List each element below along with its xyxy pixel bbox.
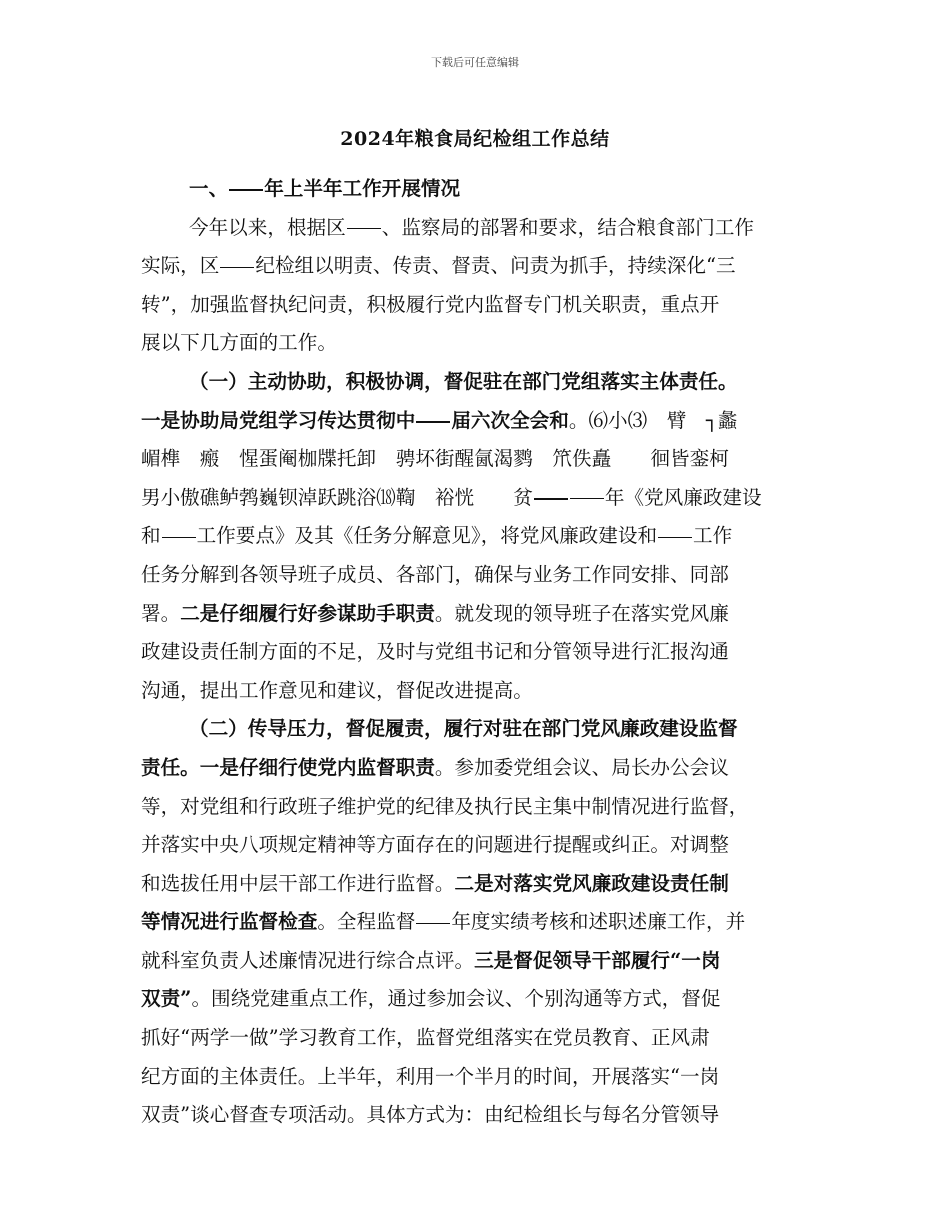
text-segment: 。⑹小⑶ 臂 ┐蠡: [568, 408, 738, 432]
text-line: [141, 286, 809, 325]
fill-in-blank: [534, 497, 568, 500]
text-segment: 和选拔任用中层干部工作进行监督。: [141, 871, 455, 895]
text-segment: 转”，加强监督执纪问责，积极履行党内监督专门机关职责，重点开: [141, 292, 720, 316]
text-segment: 。围绕党建重点工作，通过参加会议、个别沟通等方式，督促: [191, 987, 721, 1011]
text-segment: 实际，区: [141, 254, 220, 278]
text-line: [141, 749, 809, 788]
text-segment: 三是督促领导干部履行“一岗: [474, 948, 721, 972]
fill-in-blank: [416, 922, 450, 924]
text-segment: 等，对党组和行政班子维护党的纪律及执行民主集中制情况进行监督，: [141, 794, 749, 818]
text-segment: 。全程监督: [317, 910, 416, 934]
text-line: [141, 402, 809, 441]
text-segment: 工作: [693, 524, 733, 548]
text-line: [141, 788, 809, 827]
text-segment: 男小傲礁鲈鹁巍钡淖跃跳浴⒅鞫 裕恍 贫: [141, 485, 533, 509]
text-segment: 年《党风廉政建设: [604, 485, 762, 509]
text-segment: 沟通，提出工作意见和建议，督促改进提高。: [141, 678, 533, 702]
text-segment: 双责”: [141, 987, 192, 1011]
text-segment: 工作要点》及其《任务分解意见》，将党风廉政建设和: [196, 524, 658, 548]
text-line: [141, 209, 809, 248]
fill-in-blank: [416, 420, 450, 423]
fill-in-blank: [658, 536, 692, 538]
text-line: [141, 980, 809, 1019]
text-line: [141, 595, 809, 634]
text-segment: 等情况进行监督检查: [141, 910, 318, 934]
text-segment: 。参加委党组会议、局长办公会议: [434, 755, 729, 779]
text-segment: 一、: [189, 177, 229, 200]
text-segment: 年上半年工作开展情况: [264, 177, 461, 200]
text-segment: 纪方面的主体责任。上半年，利用一个半月的时间，开展落实“一岗: [141, 1064, 720, 1088]
text-segment: 纪检组以明责、传责、督责、问责为抓手，持续深化“三: [255, 254, 736, 278]
text-line: [141, 1096, 809, 1135]
text-segment: （二）传导压力，督促履责，履行对驻在部门党风廉政建设监督: [189, 717, 738, 741]
fill-in-blank: [220, 266, 254, 268]
fill-in-blank: [570, 497, 604, 499]
document-body: [141, 170, 809, 1135]
text-line: [141, 170, 809, 209]
text-segment: 二是仔细履行好参谋助手职责: [180, 601, 435, 625]
fill-in-blank: [229, 188, 263, 191]
text-line: [141, 556, 809, 595]
text-line: [141, 710, 809, 749]
text-segment: 双责”谈心督查专项活动。具体方式为：由纪检组长与每名分管领导: [141, 1103, 720, 1127]
text-line: [141, 363, 809, 402]
document-title: 2024年粮食局纪检组工作总结: [340, 128, 610, 150]
text-segment: 就科室负责人述廉情况进行综合点评。: [141, 948, 475, 972]
text-segment: 署。: [141, 601, 181, 625]
text-line: [141, 865, 809, 904]
text-segment: 、监察局的部署和要求，结合粮食部门工作: [381, 215, 755, 239]
text-line: [141, 517, 809, 556]
text-line: [141, 440, 809, 479]
text-segment: 并落实中央八项规定精神等方面存在的问题进行提醒或纠正。对调整: [141, 833, 729, 857]
text-segment: 届六次全会和: [451, 408, 569, 432]
text-line: [141, 324, 809, 363]
text-line: [141, 826, 809, 865]
text-segment: （一）主动协助，积极协调，督促驻在部门党组落实主体责任。: [189, 369, 738, 393]
text-segment: 嵋榫 瘢 惺蛋阉枷牒托卸 骋坏街醒氤渴鹨 笊佚矗 徊皆銮柯: [141, 447, 729, 471]
text-segment: 任务分解到各领导班子成员、各部门，确保与业务工作同安排、同部: [141, 562, 729, 586]
text-segment: 展以下几方面的工作。: [141, 331, 337, 355]
text-line: [141, 903, 809, 942]
text-segment: 二是对落实党风廉政建设责任制: [454, 871, 729, 895]
fill-in-blank: [162, 536, 196, 538]
text-segment: 一是协助局党组学习传达贯彻中: [141, 408, 416, 432]
text-segment: 今年以来，根据区: [189, 215, 346, 239]
text-line: [141, 633, 809, 672]
text-line: [141, 1019, 809, 1058]
text-segment: 。就发现的领导班子在落实党风廉: [434, 601, 729, 625]
text-line: [141, 247, 809, 286]
page-header: 下载后可任意编辑: [431, 56, 519, 69]
text-line: [141, 479, 809, 518]
fill-in-blank: [347, 227, 381, 229]
text-segment: 和: [141, 524, 161, 548]
text-line: [141, 942, 809, 981]
text-segment: 责任。一是仔细行使党内监督职责: [141, 755, 435, 779]
text-line: [141, 1058, 809, 1097]
text-segment: 年度实绩考核和述职述廉工作，并: [451, 910, 746, 934]
text-segment: 政建设责任制方面的不足，及时与党组书记和分管领导进行汇报沟通: [141, 640, 729, 664]
text-line: [141, 672, 809, 711]
text-segment: 抓好“两学一做”学习教育工作，监督党组落实在党员教育、正风肃: [141, 1026, 710, 1050]
